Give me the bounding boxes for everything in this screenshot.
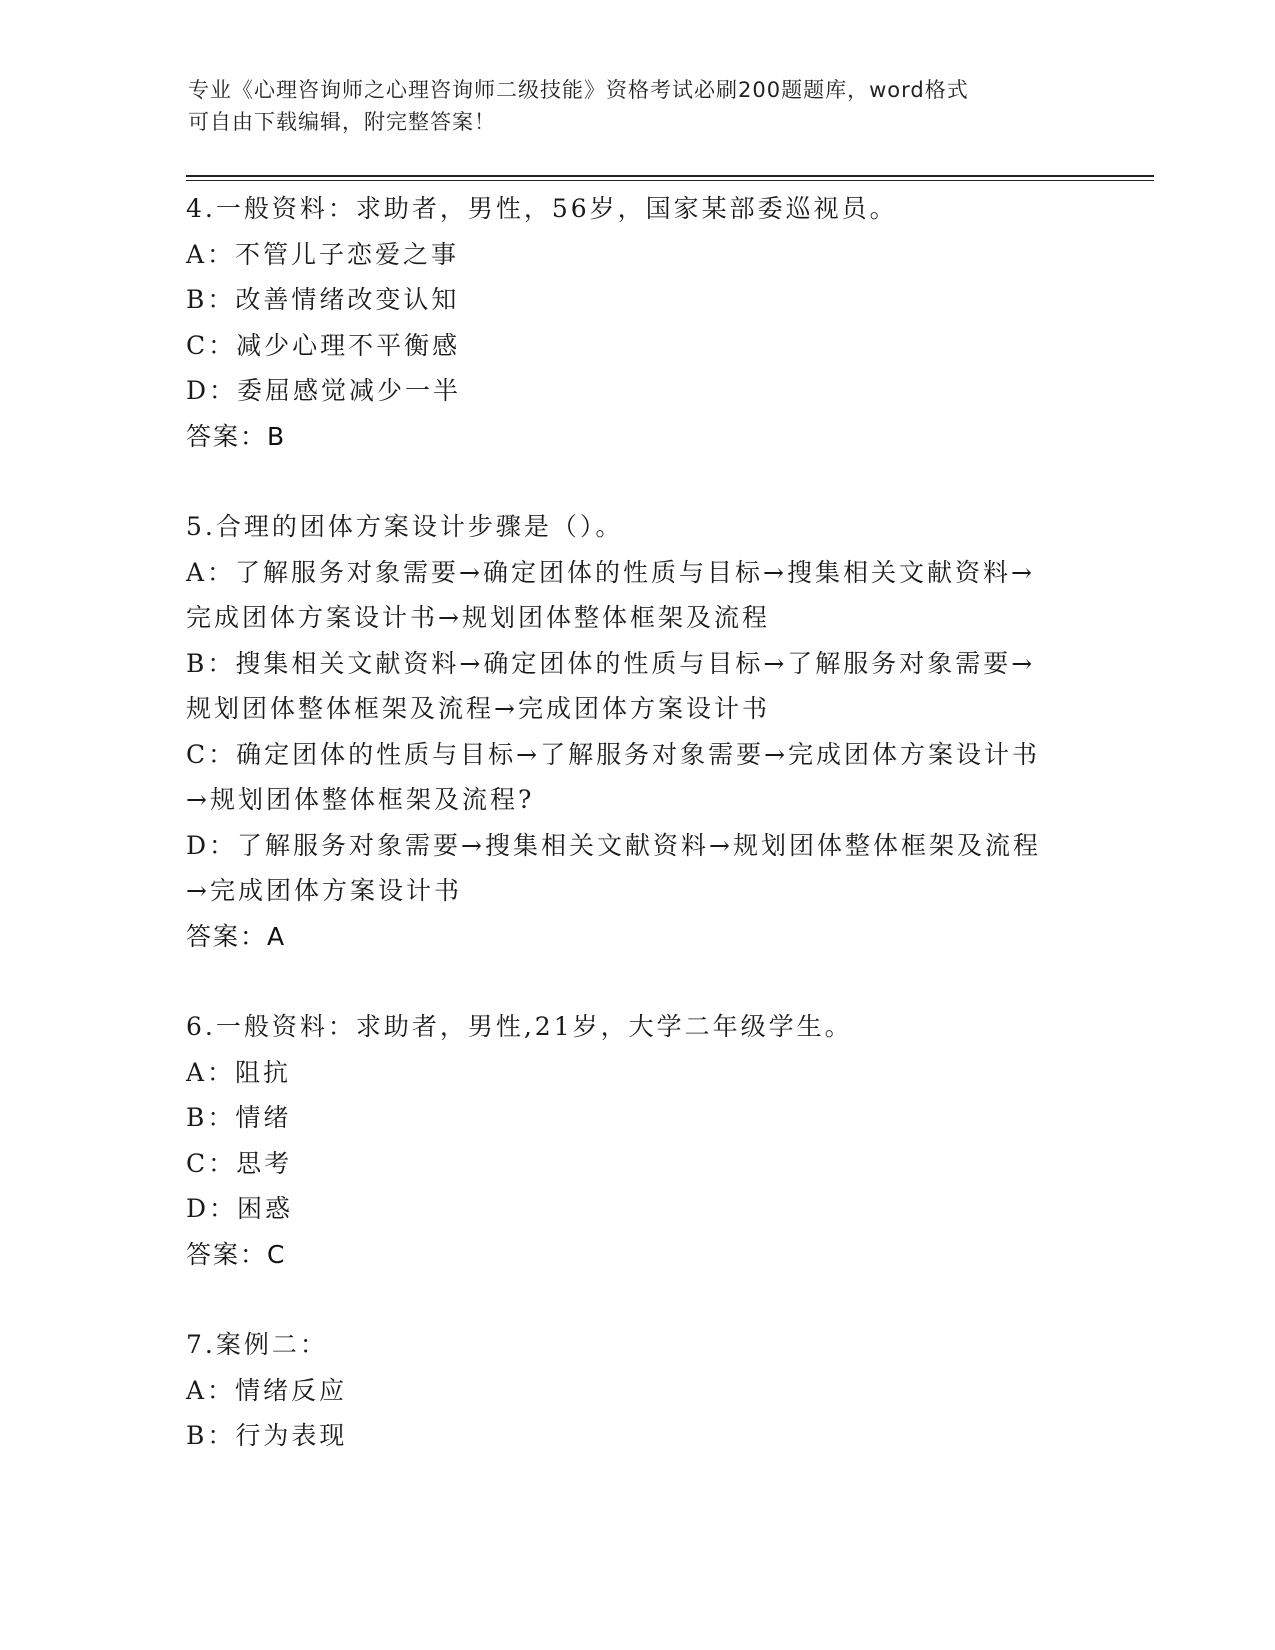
option-a: A：了解服务对象需要→确定团体的性质与目标→搜集相关文献资料→ bbox=[186, 557, 1035, 587]
answer-label: 答案：A bbox=[186, 921, 287, 951]
option-d-continued: →完成团体方案设计书 bbox=[186, 876, 462, 905]
option-c: C：确定团体的性质与目标→了解服务对象需要→完成团体方案设计书 bbox=[186, 739, 1041, 769]
document-header bbox=[188, 74, 1088, 138]
option-a: A：不管儿子恋爱之事 bbox=[186, 239, 460, 269]
option-d: D：委屈感觉减少一半 bbox=[186, 376, 462, 405]
option-c: C：思考 bbox=[186, 1148, 293, 1178]
option-d: D：困惑 bbox=[186, 1194, 294, 1223]
question-4 bbox=[186, 186, 1086, 459]
option-d: D：了解服务对象需要→搜集相关文献资料→规划团体整体框架及流程 bbox=[186, 830, 1041, 860]
question-7 bbox=[186, 1322, 1086, 1459]
answer-label: 答案：B bbox=[186, 421, 287, 451]
option-c-continued: →规划团体整体框架及流程? bbox=[186, 785, 535, 814]
question-list bbox=[186, 186, 1086, 1504]
header-rule-thin bbox=[186, 180, 1154, 181]
option-a-continued: 完成团体方案设计书→规划团体整体框架及流程 bbox=[186, 603, 770, 632]
option-a: A：阻抗 bbox=[186, 1057, 292, 1087]
question-stem: 4.一般资料：求助者，男性，56岁，国家某部委巡视员。 bbox=[186, 194, 898, 223]
question-5 bbox=[186, 504, 1086, 959]
option-b: B：改善情绪改变认知 bbox=[186, 285, 460, 314]
question-6 bbox=[186, 1004, 1086, 1277]
answer-label: 答案：C bbox=[186, 1239, 287, 1269]
header-line-1: 专业《心理咨询师之心理咨询师二级技能》资格考试必刷200题题库，word格式 bbox=[188, 78, 969, 102]
option-c: C：减少心理不平衡感 bbox=[186, 330, 461, 360]
header-rule-thick bbox=[186, 175, 1154, 177]
header-line-2: 可自由下载编辑，附完整答案！ bbox=[188, 110, 496, 134]
option-b: B：情绪 bbox=[186, 1103, 292, 1132]
option-b: B：搜集相关文献资料→确定团体的性质与目标→了解服务对象需要→ bbox=[186, 648, 1036, 678]
question-stem: 6.一般资料：求助者，男性,21岁，大学二年级学生。 bbox=[186, 1012, 853, 1041]
question-stem: 5.合理的团体方案设计步骤是（）。 bbox=[186, 512, 624, 541]
option-b-continued: 规划团体整体框架及流程→完成团体方案设计书 bbox=[186, 694, 770, 723]
option-b: B：行为表现 bbox=[186, 1421, 348, 1450]
question-stem: 7.案例二： bbox=[186, 1330, 328, 1359]
option-a: A：情绪反应 bbox=[186, 1375, 348, 1405]
